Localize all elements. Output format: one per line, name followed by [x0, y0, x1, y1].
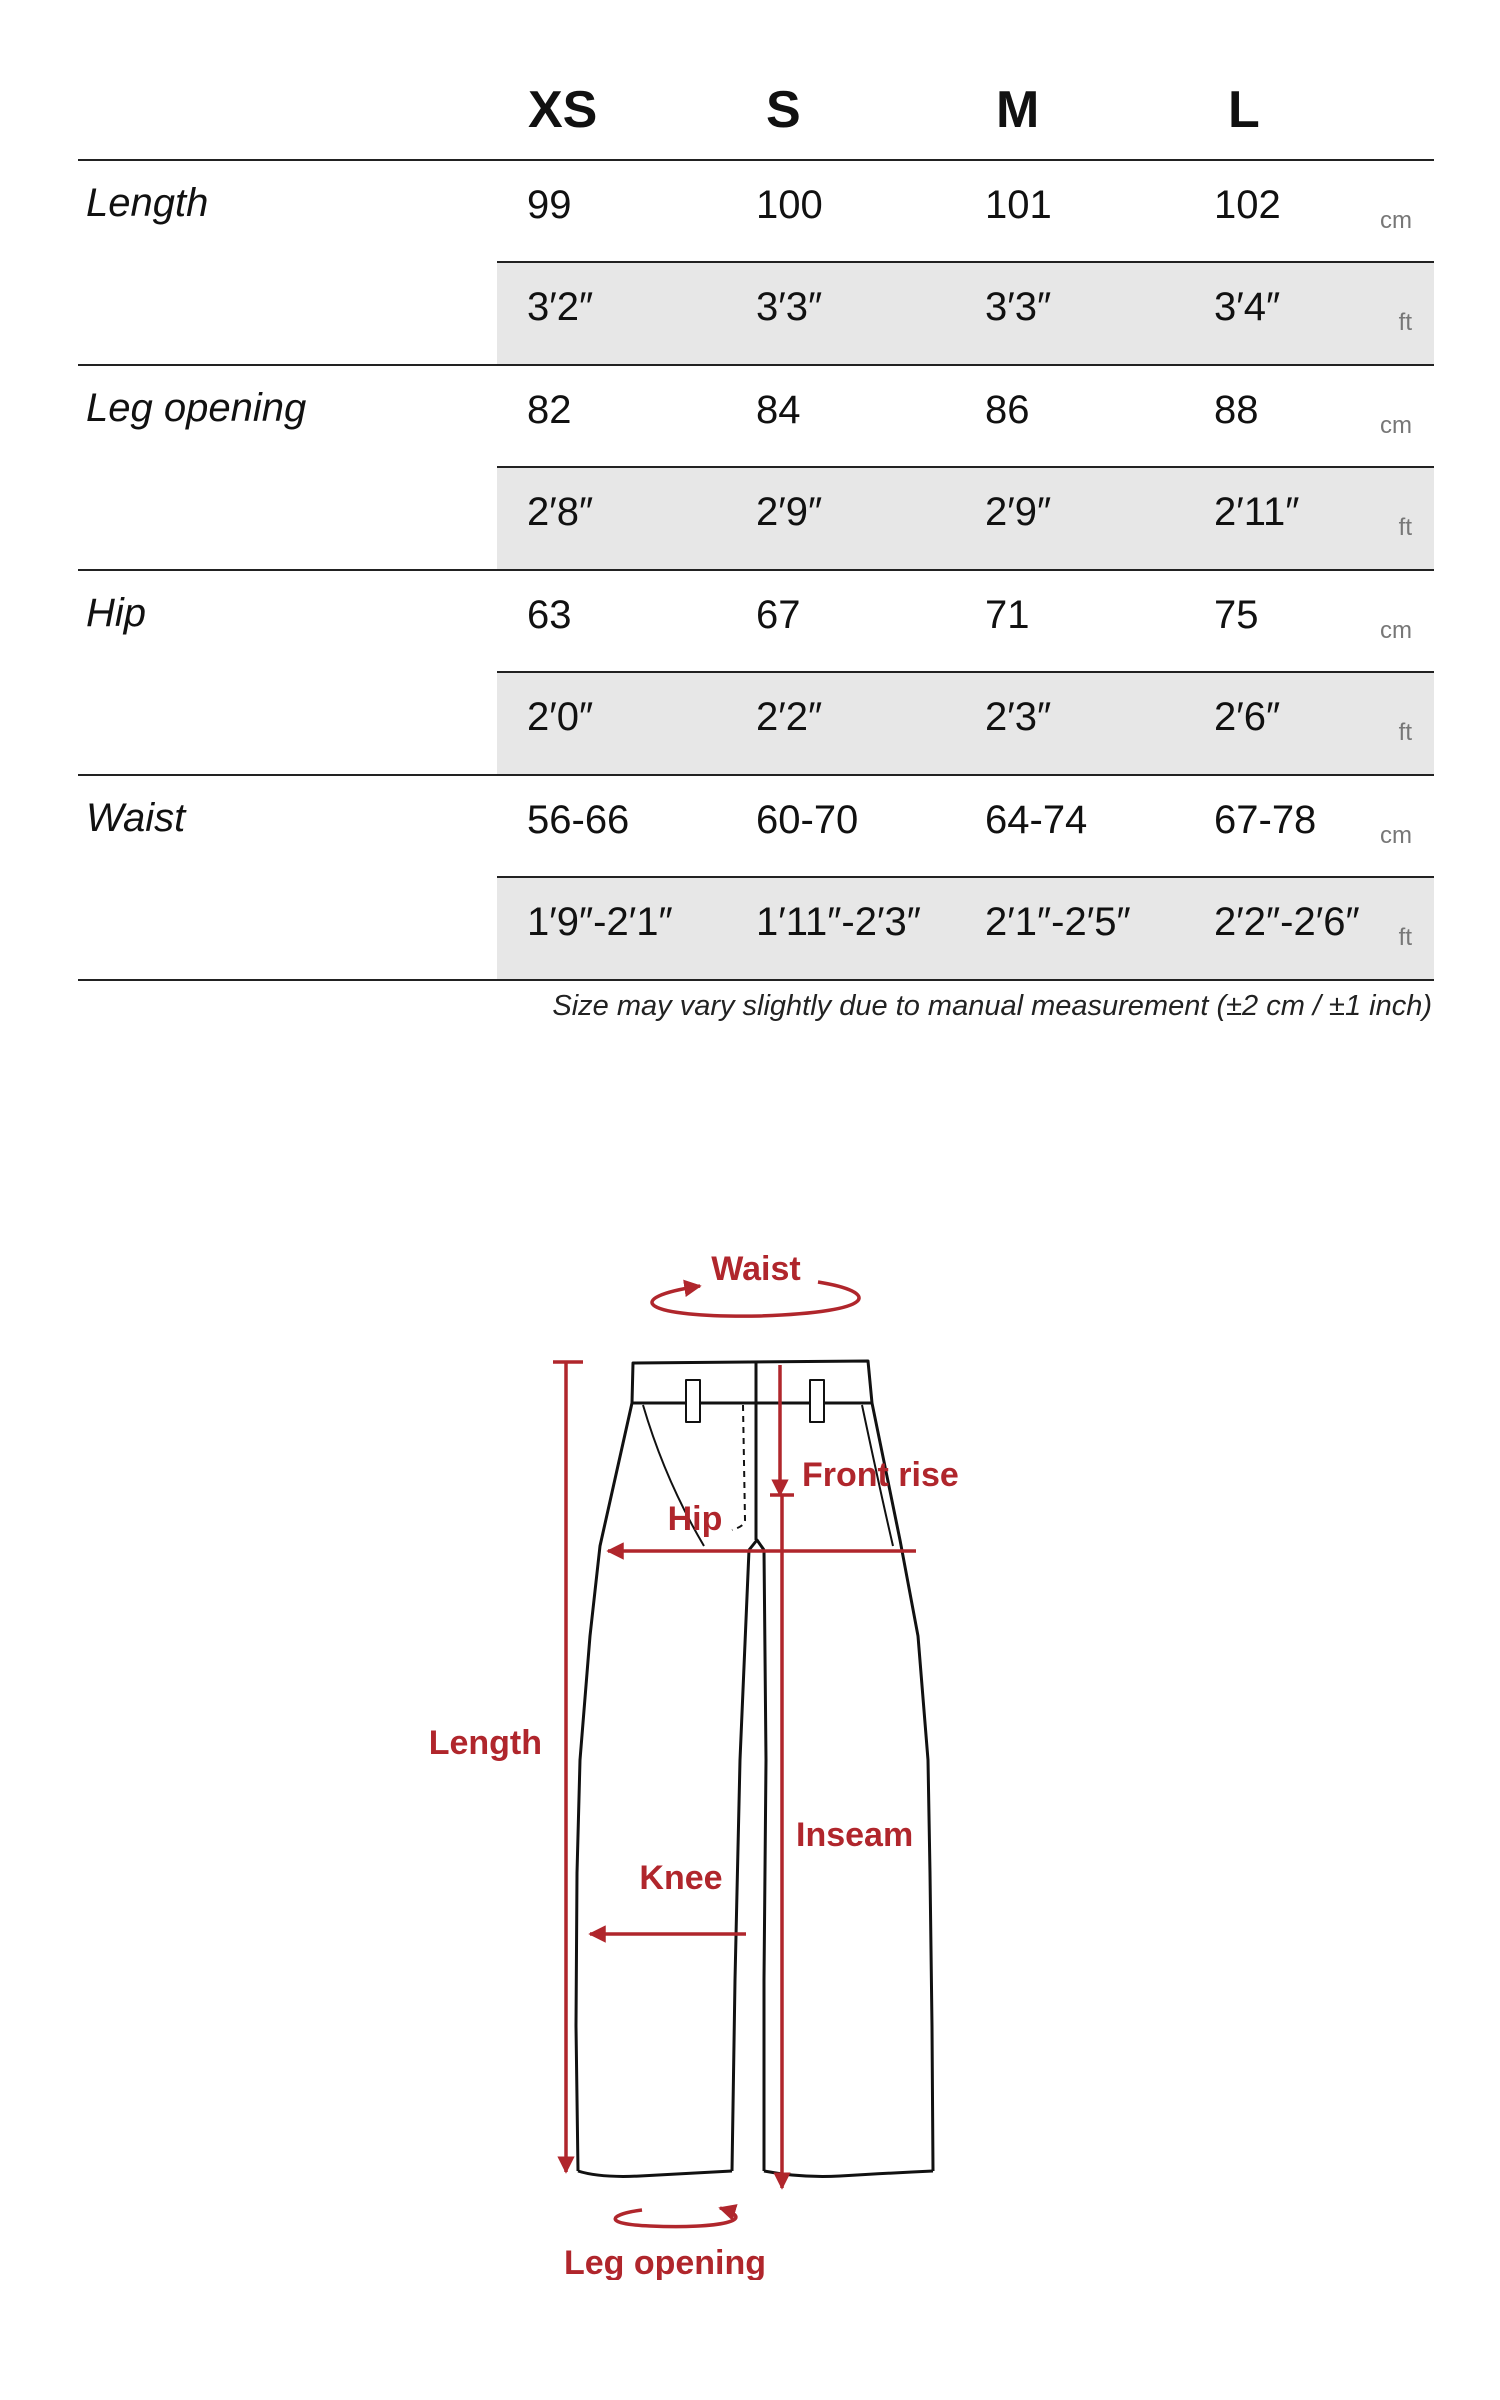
cm-value-s: 67: [756, 593, 801, 637]
cm-value-s: 60-70: [756, 798, 859, 842]
left-inseam: [732, 1550, 749, 2171]
pants-measurement-diagram: [0, 1240, 1500, 2280]
cm-value-s: 84: [756, 388, 801, 432]
unit-ft: ft: [1398, 309, 1412, 336]
cm-value-xs: 63: [527, 593, 572, 637]
measurement-label: Waist: [86, 796, 186, 840]
cm-value-l: 102: [1214, 183, 1281, 227]
waist-label: Waist: [711, 1250, 801, 1288]
size-header-s: S: [766, 81, 801, 139]
size-header-m: M: [996, 81, 1040, 139]
ft-row: [497, 878, 1434, 979]
cm-value-l: 75: [1214, 593, 1259, 637]
inseam-label: Inseam: [796, 1816, 914, 1854]
ft-value-l: 2′11″: [1214, 490, 1300, 534]
measurement-group-length: [78, 161, 1434, 366]
cm-row: [497, 366, 1434, 468]
ft-value-l: 2′2″-2′6″: [1214, 900, 1360, 944]
cm-value-l: 67-78: [1214, 798, 1317, 842]
ft-value-xs: 2′8″: [527, 490, 594, 534]
measurement-group-hip: [78, 571, 1434, 776]
cm-value-l: 88: [1214, 388, 1259, 432]
ft-row: [497, 673, 1434, 774]
unit-ft: ft: [1398, 719, 1412, 746]
ft-value-m: 2′1″-2′5″: [985, 900, 1131, 944]
ft-value-s: 2′2″: [756, 695, 823, 739]
cm-value-m: 64-74: [985, 798, 1088, 842]
ft-value-xs: 1′9″-2′1″: [527, 900, 673, 944]
size-table: [78, 70, 1434, 981]
unit-cm: cm: [1380, 412, 1412, 439]
ft-value-m: 2′9″: [985, 490, 1052, 534]
left-outseam: [576, 1403, 632, 2171]
unit-ft: ft: [1398, 924, 1412, 951]
belt-loop-right: [810, 1380, 824, 1422]
unit-cm: cm: [1380, 617, 1412, 644]
front-rise-label: Front rise: [802, 1456, 959, 1494]
cm-value-xs: 99: [527, 183, 572, 227]
hip-label: Hip: [667, 1500, 723, 1538]
ft-value-s: 2′9″: [756, 490, 823, 534]
size-header-row: [78, 70, 1434, 161]
ft-row: [497, 468, 1434, 569]
unit-cm: cm: [1380, 822, 1412, 849]
ft-value-l: 3′4″: [1214, 285, 1281, 329]
leg-opening-label: Leg opening: [563, 2244, 767, 2280]
knee-label: Knee: [639, 1859, 723, 1897]
ft-value-s: 1′11″-2′3″: [756, 900, 921, 944]
fly-stitching: [732, 1405, 745, 1530]
cm-row: [497, 776, 1434, 878]
right-outseam: [872, 1403, 933, 2171]
ft-value-s: 3′3″: [756, 285, 823, 329]
cm-value-m: 101: [985, 183, 1052, 227]
unit-ft: ft: [1398, 514, 1412, 541]
cm-row: [497, 161, 1434, 263]
cm-value-xs: 82: [527, 388, 572, 432]
crotch: [749, 1540, 764, 1550]
belt-loop-left: [686, 1380, 700, 1422]
right-hem: [764, 2171, 933, 2176]
cm-value-s: 100: [756, 183, 823, 227]
cm-value-m: 71: [985, 593, 1030, 637]
ft-value-xs: 2′0″: [527, 695, 594, 739]
left-hem: [578, 2171, 732, 2176]
length-label: Length: [428, 1724, 542, 1762]
measurement-group-waist: [78, 776, 1434, 981]
cm-value-xs: 56-66: [527, 798, 630, 842]
ft-value-l: 2′6″: [1214, 695, 1281, 739]
ft-row: [497, 263, 1434, 364]
waistband: [632, 1361, 872, 1403]
ft-value-m: 2′3″: [985, 695, 1052, 739]
cm-row: [497, 571, 1434, 673]
size-header-xs: XS: [528, 81, 598, 139]
unit-cm: cm: [1380, 207, 1412, 234]
measurement-footnote: Size may vary slightly due to manual measurement (±2 cm / ±1 inch): [552, 990, 1432, 1022]
ft-value-xs: 3′2″: [527, 285, 594, 329]
leg-opening-arrow: [615, 2208, 736, 2227]
size-header-l: L: [1228, 81, 1260, 139]
measurement-label: Hip: [86, 591, 147, 635]
ft-value-m: 3′3″: [985, 285, 1052, 329]
pants-diagram-svg: [0, 1240, 1500, 2280]
cm-value-m: 86: [985, 388, 1030, 432]
measurement-label: Length: [86, 181, 209, 225]
right-inseam: [764, 1550, 766, 2171]
measurement-label: Leg opening: [86, 386, 307, 430]
measurement-group-leg-opening: [78, 366, 1434, 571]
